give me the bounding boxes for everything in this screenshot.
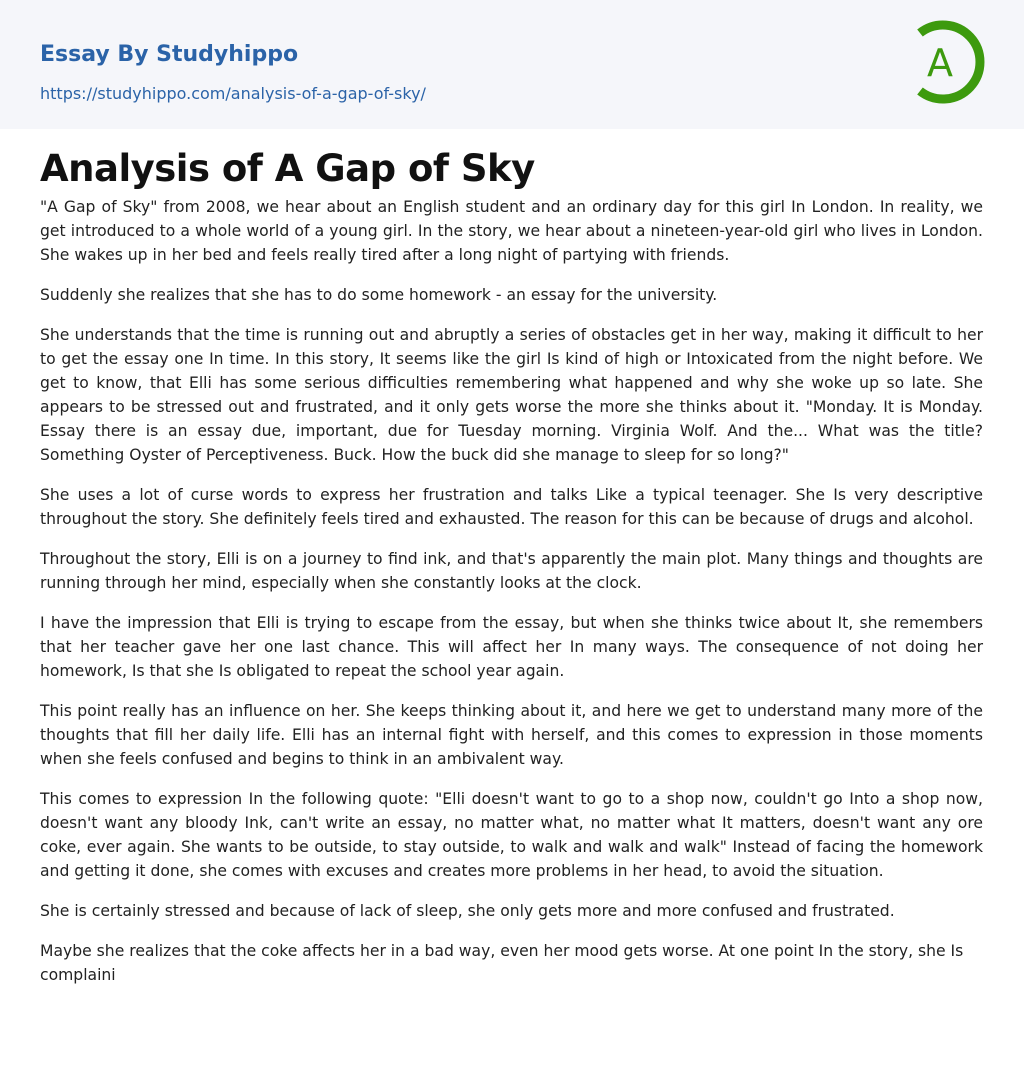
paragraph: She is certainly stressed and because of lack of sleep, she only gets more and more confused and frustrated. bbox=[40, 902, 895, 920]
studyhippo-logo-icon bbox=[912, 19, 988, 105]
article-title: Analysis of A Gap of Sky bbox=[40, 147, 535, 190]
paragraph: "A Gap of Sky" from 2008, we hear about an English student and an ordinary day for this girl In London. In reality, we get introduced to a whole world of a young girl. In the story, we hear about a nineteen-year-old girl who lives in London. She wakes up in her bed and feels really tired after a long night of partying with friends. bbox=[40, 198, 983, 264]
paragraph: Throughout the story, Elli is on a journey to find ink, and that's apparently the main plot. Many things and thoughts are running through her mind, especially when she constantly looks at the clock. bbox=[40, 550, 983, 592]
paragraph: This comes to expression In the following quote: "Elli doesn't want to go to a shop now, couldn't go Into a shop now, doesn't want any bloody Ink, can't write an essay, no matter what, no matter what It matters, doesn't want any ore coke, ever again. She wants to be outside, to stay outside, to walk and walk and walk" Instead of facing the homework and getting it done, she comes with excuses and creates more problems in her head, to avoid the situation. bbox=[40, 790, 983, 880]
site-header bbox=[0, 0, 1024, 129]
paragraph: Suddenly she realizes that she has to do some homework - an essay for the university. bbox=[40, 286, 718, 304]
paragraph: Maybe she realizes that the coke affects her in a bad way, even her mood gets worse. At one point In the story, she Is complaini bbox=[40, 942, 964, 984]
brand-title: Essay By Studyhippo bbox=[40, 42, 299, 67]
page-url-link[interactable]: https://studyhippo.com/analysis-of-a-gap-of-sky/ bbox=[40, 84, 426, 103]
paragraph: She understands that the time is running out and abruptly a series of obstacles get in her way, making it difficult to her to get the essay one In time. In this story, It seems like the girl Is kind of high or Intoxicated from the night before. We get to know, that Elli has some serious difficulties remembering what happened and why she woke up so late. She appears to be stressed out and frustrated, and it only gets worse the more she thinks about it. "Monday. It is Monday. Essay there is an essay due, important, due for Tuesday morning. Virginia Wolf. And the... What was the title? Something Oyster of Perceptiveness. Buck. How the buck did she manage to sleep for so long?" bbox=[40, 326, 983, 464]
paragraph: She uses a lot of curse words to express her frustration and talks Like a typical teenager. She Is very descriptive throughout the story. She definitely feels tired and exhausted. The reason for this can be because of drugs and alcohol. bbox=[40, 486, 983, 528]
paragraph: This point really has an influence on her. She keeps thinking about it, and here we get to understand many more of the thoughts that fill her daily life. Elli has an internal fight with herself, and this comes to expression in those moments when she feels confused and begins to think in an ambivalent way. bbox=[40, 702, 983, 768]
paragraph: I have the impression that Elli is trying to escape from the essay, but when she thinks twice about It, she remembers that her teacher gave her one last chance. This will affect her In many ways. The consequence of not doing her homework, Is that she Is obligated to repeat the school year again. bbox=[40, 614, 983, 680]
svg-text:A: A bbox=[927, 41, 953, 85]
article bbox=[0, 147, 1024, 987]
